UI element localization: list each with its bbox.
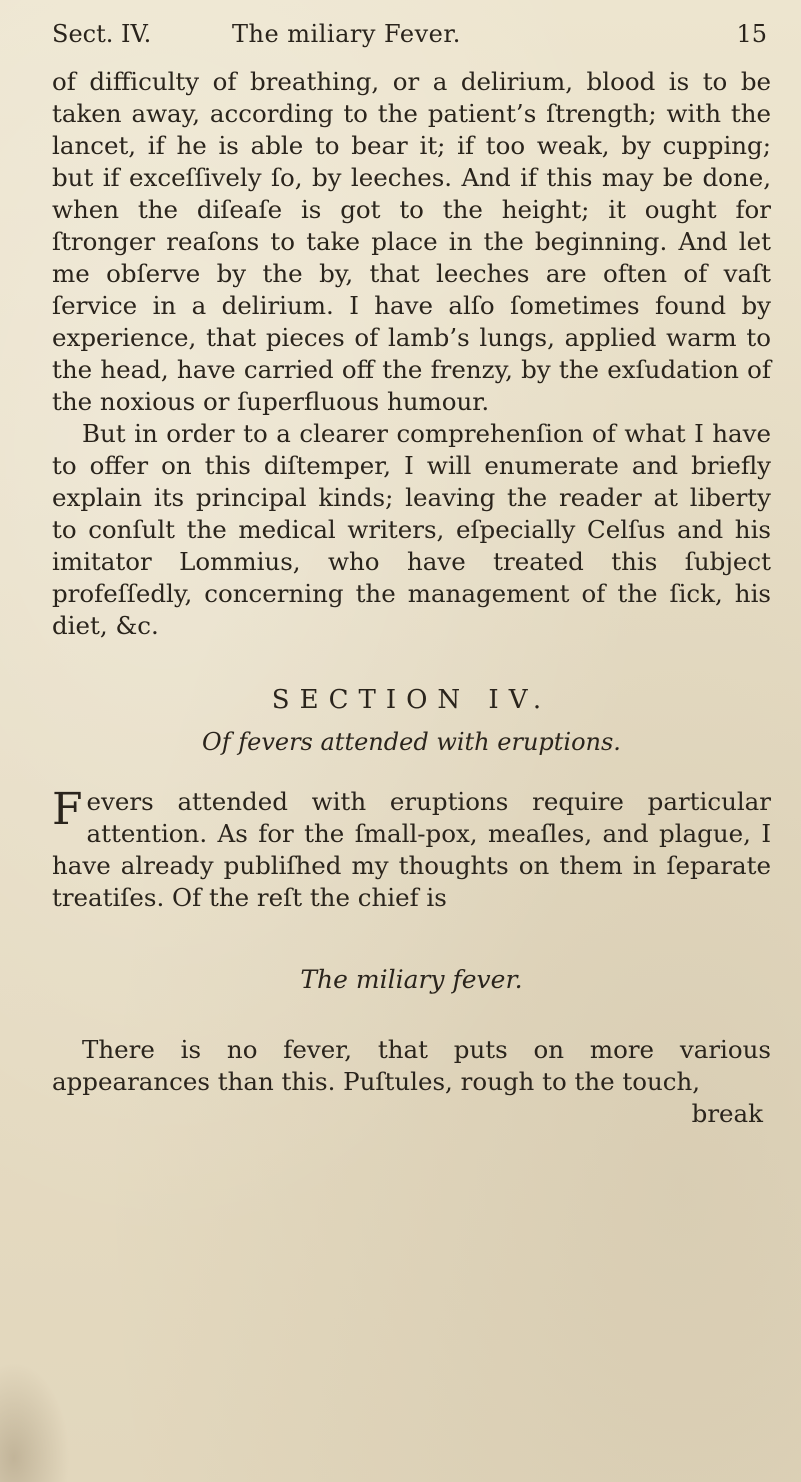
- section-reference: Sect. IV.: [52, 20, 152, 48]
- section-paragraph: Fevers attended with eruptions require particular attention. As for the ſmall-pox, meaſles, and plague, I have already publiſhed my thoughts on them in ſeparate treatiſes. Of the reſt the chief is: [52, 784, 771, 912]
- section-heading: SECTION IV.: [271, 685, 552, 715]
- running-header: [52, 8, 767, 52]
- subsection-heading: The miliary fever.: [300, 965, 523, 994]
- paragraph-continuation: of difficulty of breathing, or a delirium, blood is to be taken away, according to the patient’s ſtrength; with the lancet, if he is able to bear it; if too weak, by cupping; but if exceſſively ſo, by leeches. And if this may be done, when the diſeaſe is got to the height; it ought for ſtronger reaſons to take place in the beginning. And let me obſerve by the by, that leeches are often of vaſt ſervice in a delirium. I have alſo ſometimes found by experience, that pieces of lamb’s lungs, applied warm to the head, have carried off the frenzy, by the exſudation of the noxious or ſuperfluous humour.: [52, 67, 771, 416]
- section-subtitle: Of fevers attended with eruptions.: [202, 728, 621, 756]
- catchword: break: [691, 1099, 763, 1128]
- page-number: 15: [736, 20, 767, 48]
- running-title: The miliary Fever.: [232, 20, 461, 48]
- subsection-paragraph: There is no fever, that puts on more various appearances than this. Puſtules, rough to the touch,: [52, 1035, 771, 1096]
- paragraph-kinds: But in order to a clearer comprehenſion of what I have to offer on this diſtemper, I will enumerate and briefly explain its principal kinds; leaving the reader at liberty to conſult the medical writers, eſpecially Celſus and his imitator Lommius, who have treated this ſubject profeſſedly, concerning the management of the ſick, his diet, &c.: [52, 419, 771, 640]
- page-body: [52, 66, 771, 1130]
- paper-stain: [0, 1362, 70, 1482]
